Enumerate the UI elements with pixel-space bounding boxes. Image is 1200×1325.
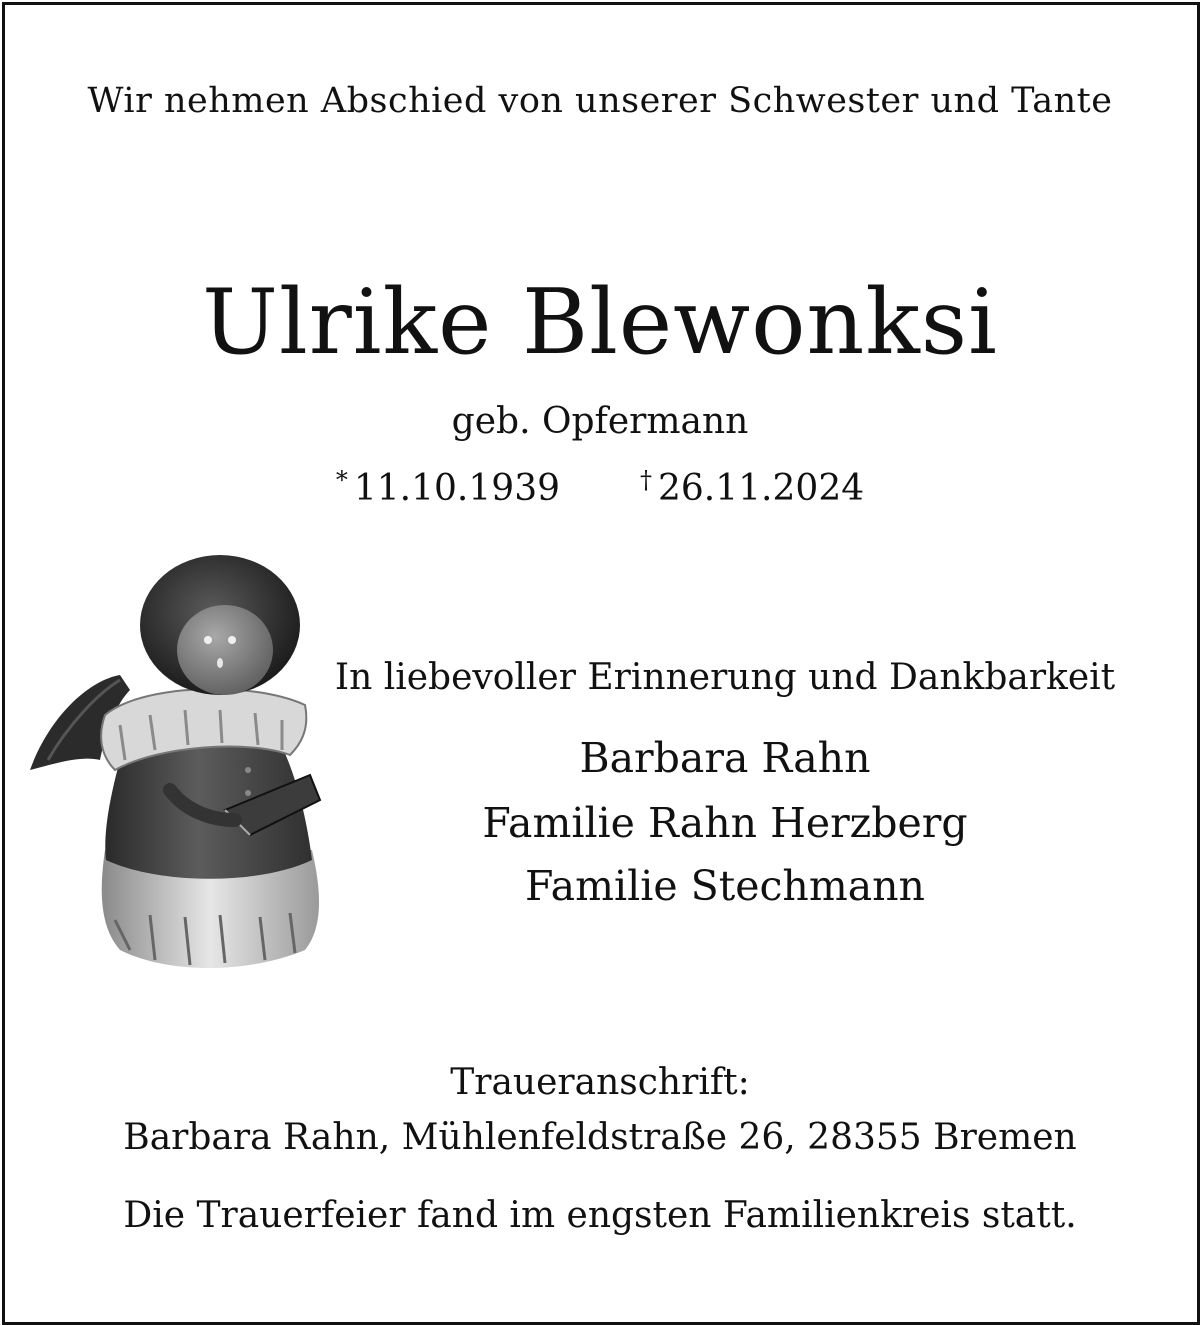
death-date: 26.11.2024: [658, 468, 865, 509]
death-cross-icon: †: [640, 466, 652, 494]
mourner-name: Familie Rahn Herzberg: [482, 799, 968, 847]
angel-figurine-icon: [20, 555, 340, 980]
address-label: Traueranschrift:: [450, 1062, 750, 1103]
birth-date: 11.10.1939: [353, 468, 560, 509]
life-dates: [0, 468, 1200, 507]
birth-star-icon: *: [335, 466, 348, 494]
deceased-name: Ulrike Blewonksi: [202, 270, 998, 375]
memory-line: In liebevoller Erinnerung und Dankbarkeit: [334, 657, 1116, 698]
intro-text: Wir nehmen Abschied von unserer Schwester und Tante: [87, 81, 1113, 121]
maiden-name: geb. Opfermann: [451, 401, 749, 442]
mourner-name: Barbara Rahn: [579, 734, 871, 782]
mourner-name: Familie Stechmann: [525, 862, 925, 910]
mourning-address: Barbara Rahn, Mühlenfeldstraße 26, 28355 Bremen: [123, 1117, 1077, 1158]
ceremony-note: Die Trauerfeier fand im engsten Familienkreis statt.: [123, 1195, 1077, 1236]
